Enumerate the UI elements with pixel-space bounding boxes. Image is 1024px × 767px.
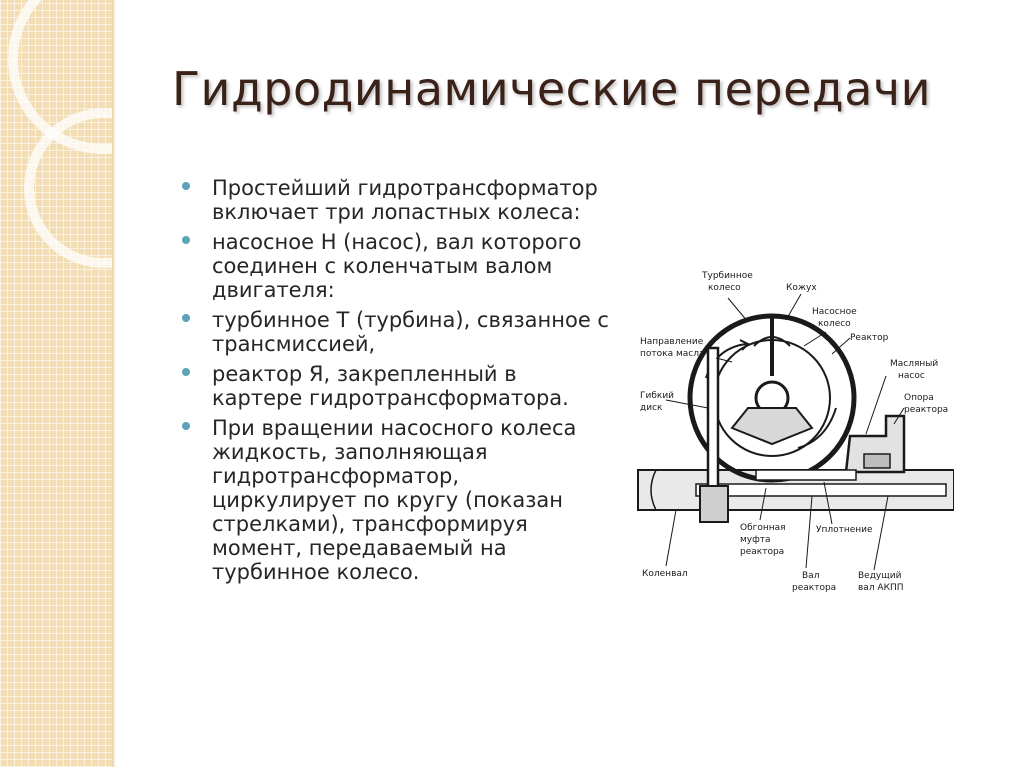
label-turbine: Турбинное xyxy=(702,271,753,281)
bullet-text: насосное Н (насос), вал которого соединен с коленчатым валом двигателя: xyxy=(212,230,582,302)
label-seal: Уплотнение xyxy=(816,525,873,535)
label-oil-pump: Масляный xyxy=(890,359,939,369)
torque-converter-diagram xyxy=(636,258,954,598)
label-drive-shaft: вал АКПП xyxy=(858,583,904,593)
label-clutch: реактора xyxy=(740,547,785,557)
label-oil-pump: насос xyxy=(898,371,925,381)
bullet-text: реактор Я, закрепленный в картере гидротрансформатора. xyxy=(212,362,569,410)
bullet-item xyxy=(180,308,610,356)
flex-plate-shape xyxy=(708,348,718,498)
label-pump: Насосное xyxy=(812,307,857,317)
bullet-icon xyxy=(182,314,190,322)
label-reactor-shaft: реактора xyxy=(792,583,837,593)
bullet-item xyxy=(180,176,610,224)
bullet-text: Простейший гидротрансформатор включает три лопастных колеса: xyxy=(212,176,598,224)
label-reactor: Реактор xyxy=(850,333,889,343)
bullet-item xyxy=(180,416,610,584)
bullet-item xyxy=(180,230,610,302)
decorative-side-strip xyxy=(0,0,112,767)
clutch-shape xyxy=(700,486,728,522)
label-flow: Направление xyxy=(640,337,704,347)
label-drive-shaft: Ведущий xyxy=(858,571,902,581)
label-reactor-shaft: Вал xyxy=(802,571,820,581)
label-reactor-support: Опора xyxy=(904,393,934,403)
label-turbine: колесо xyxy=(708,283,741,293)
bullet-list xyxy=(180,176,610,590)
bullet-icon xyxy=(182,182,190,190)
label-crankshaft: Коленвал xyxy=(642,569,688,579)
slide-title: Гидродинамические передачи xyxy=(172,62,931,116)
bullet-item xyxy=(180,362,610,410)
label-casing: Кожух xyxy=(786,283,817,293)
label-flex-disk: Гибкий xyxy=(640,391,675,401)
decorative-ring xyxy=(24,108,112,268)
label-reactor-support: реактора xyxy=(904,405,949,415)
label-pump: колесо xyxy=(818,319,851,329)
label-clutch: муфта xyxy=(740,535,771,545)
bullet-icon xyxy=(182,368,190,376)
bullet-text: При вращении насосного колеса жидкость, заполняющая гидротрансформатор, циркулирует по кругу (показан стрелками), трансформируя момент, передаваемый на турбинное колесо. xyxy=(212,416,577,584)
input-shaft-shape xyxy=(696,484,946,496)
label-clutch: Обгонная xyxy=(740,523,786,533)
bullet-icon xyxy=(182,422,190,430)
label-flow: потока масла xyxy=(640,349,705,359)
strip-edge xyxy=(112,0,116,767)
bullet-icon xyxy=(182,236,190,244)
label-flex-disk: диск xyxy=(640,403,663,413)
bullet-text: турбинное Т (турбина), связанное с трансмиссией, xyxy=(212,308,609,356)
reactor-shape xyxy=(732,408,812,444)
